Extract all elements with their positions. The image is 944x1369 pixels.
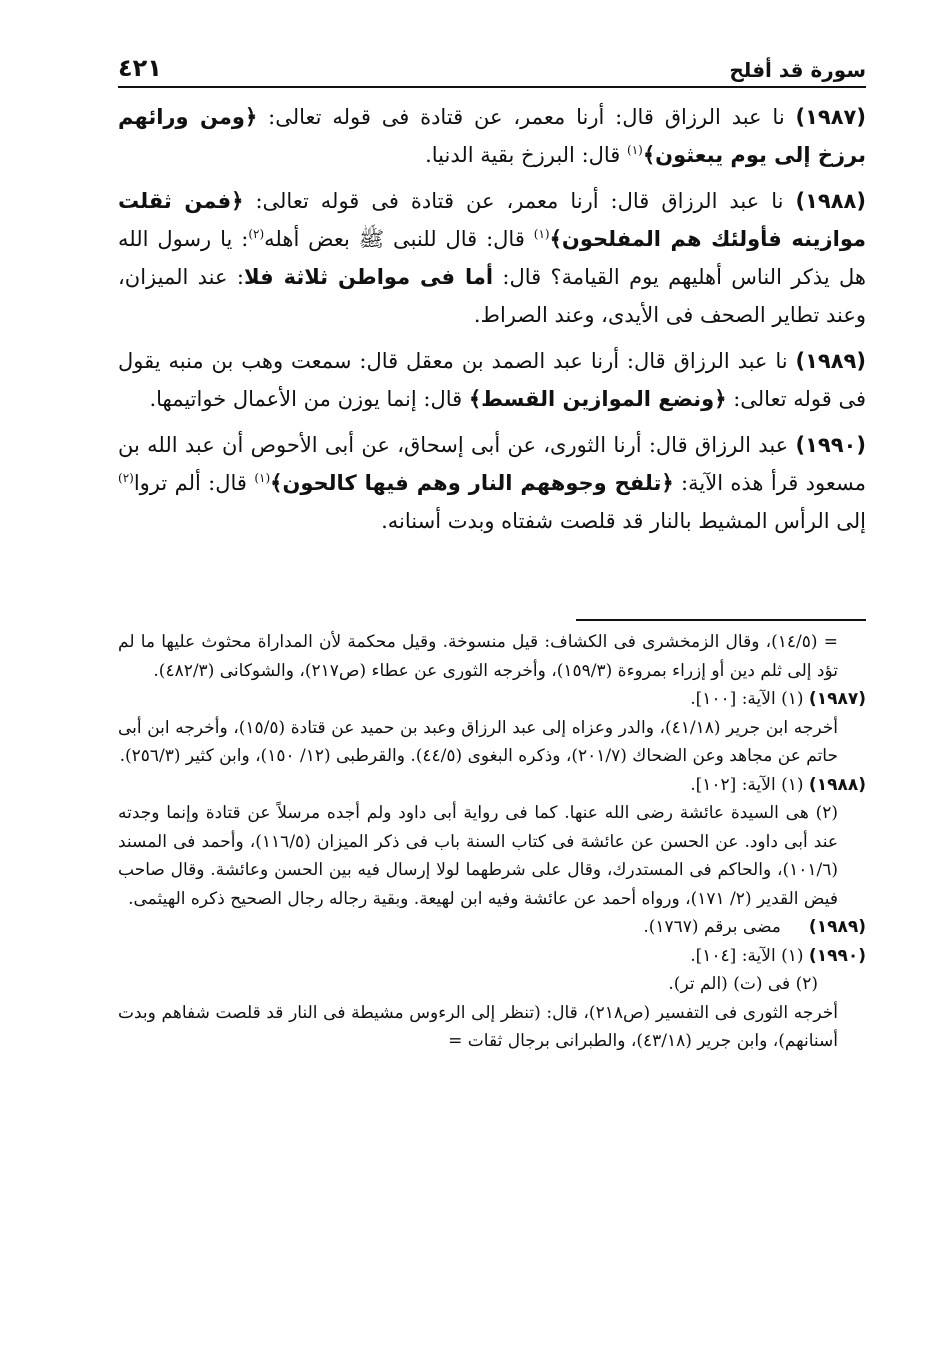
- entry-number: (١٩٩٠): [795, 433, 866, 457]
- running-title: سورة قد أفلح: [729, 58, 866, 82]
- page-header: [118, 38, 866, 88]
- entry-text: نا عبد الرزاق قال: أرنا معمر، عن قتادة فى قوله تعالى:: [243, 189, 796, 213]
- entry-number: (١٩٨٧): [795, 105, 866, 129]
- footnote-marker: (٢): [118, 471, 134, 485]
- footnote-1987-source: أخرجه ابن جرير (٤١/١٨)، والدر وعزاه إلى عبد الرزاق وعبد بن حميد عن قتادة (١٥/٥)، وأخرجه ابن أبى حاتم عن مجاهد وعن الضحاك (٢٠١/٧)، وذكره البغوى (٤٤/٥). والقرطبى (١٢/ ١٥٠)، وابن كثير (٢٥٦/٣).: [118, 717, 838, 766]
- footnote-1989: [118, 913, 866, 942]
- quran-verse: ﴿ونضع الموازين القسط﴾: [468, 387, 727, 411]
- entry-text: قال: ألم تروا: [133, 471, 255, 495]
- footnote-1990-verse: [118, 942, 866, 971]
- footnote-marker: (١): [254, 471, 271, 485]
- footnote-text: (١) الآية: [١٠٢].: [690, 774, 804, 795]
- emphasized-text: أما فى مواطن ثلاثة فلا: [243, 265, 494, 289]
- entry-text: قال: قال للنبى ﷺ بعض أهله: [264, 227, 534, 251]
- footnote-1988-verse: [118, 771, 866, 800]
- entry-text: إلى الرأس المشيط بالنار قد قلصت شفتاه وبدت أسنانه.: [381, 509, 866, 533]
- footnote-text: (١) الآية: [١٠٤].: [690, 945, 804, 966]
- main-text: [118, 98, 866, 548]
- footnote-1988-note: (٢) هى السيدة عائشة رضى الله عنها. كما فى رواية أبى داود ولم أجده مرسلاً عن قتادة وإنما وجدته عند أبى داود. عن الحسن عن عائشة فى كتاب السنة باب فى ذكر الميزان (١١٦/٥)، وأحمد فى المسند (١٠١/٦)، والحاكم فى المستدرك، وقال على شرطهما لولا إرسال فيه بين الحسن وعائشة. وقال صاحب فيض القدير (٢/ ١٧١)، ورواه أحمد عن عائشة وفيه ابن لهيعة. وبقية رجاله رجال الصحيح ذكره الهيثمى.: [118, 803, 838, 909]
- quran-verse: ﴿تلفح وجوههم النار وهم فيها كالحون﴾: [270, 471, 674, 495]
- footnotes: [118, 628, 866, 1056]
- entry-text: قال: إنما يوزن من الأعمال خواتيمها.: [149, 387, 469, 411]
- footnote-text: مضى برقم (١٧٦٧).: [643, 917, 781, 937]
- entry-1989: [118, 342, 866, 418]
- entry-1987: [118, 98, 866, 174]
- footnote-1990-source: أخرجه الثورى فى التفسير (ص٢١٨)، قال: (تنظر إلى الرءوس مشيطة فى النار قد قلصت شفاهم وبدت أسنانهم)، وابن جرير (٤٣/١٨)، والطبرانى برجال ثقات =: [118, 1002, 838, 1051]
- entry-1990: [118, 426, 866, 540]
- entry-number: (١٩٨٨): [795, 189, 866, 213]
- footnote-label: (١٩٩٠): [808, 945, 866, 966]
- footnote-marker: (٢): [248, 227, 265, 241]
- entry-text: نا عبد الرزاق قال: أرنا عبد الصمد بن معقل قال: سمعت وهب بن منبه يقول فى قوله تعالى:: [118, 349, 866, 411]
- entry-1988: [118, 182, 866, 334]
- entry-text: عبد الرزاق قال: أرنا الثورى، عن أبى إسحاق، عن أبى الأحوص أن عبد الله بن مسعود قرأ هذه الآية:: [118, 433, 866, 495]
- entry-number: (١٩٨٩): [795, 349, 866, 373]
- entry-text: نا عبد الرزاق قال: أرنا معمر، عن قتادة فى قوله تعالى:: [257, 105, 796, 129]
- footnote-label: (١٩٨٨): [808, 774, 866, 795]
- page-number: ٤٢١: [118, 54, 162, 82]
- footnote-1990-variant: (٢) فى (ت) (الم تر).: [668, 974, 818, 994]
- footnote-1987-verse: [118, 685, 866, 714]
- quran-verse: ﴿فمن ثقلت موازينه فأولئك هم المفلحون﴾: [118, 189, 866, 251]
- footnote-separator: [576, 619, 866, 621]
- quran-verse: ﴿ومن ورائهم برزخ إلى يوم يبعثون﴾: [118, 105, 866, 167]
- footnote-text: (١) الآية: [١٠٠].: [690, 689, 804, 709]
- footnote-label: (١٩٨٧): [808, 689, 866, 709]
- footnote-marker: (١): [533, 227, 550, 241]
- footnote-label: (١٩٨٩): [808, 917, 866, 937]
- entry-text: : يا رسول الله هل يذكر الناس أهليهم يوم القيامة؟ قال:: [118, 227, 866, 289]
- entry-text: : عند الميزان، وعند تطاير الصحف فى الأيدى، وعند الصراط.: [118, 265, 866, 327]
- footnote-continuation: = (١٤/٥)، وقال الزمخشرى فى الكشاف: قيل منسوخة. وقيل محكمة لأن المداراة محثوث عليها ما لم تؤد إلى ثلم دين أو إزراء بمروءة (١٥٩/٣)، وأخرجه الثورى عن عطاء (ص٢١٧)، والشوكانى (٤٨٢/٣).: [118, 632, 838, 681]
- entry-text: قال: البرزخ بقية الدنيا.: [425, 143, 628, 167]
- footnote-marker: (١): [627, 143, 643, 157]
